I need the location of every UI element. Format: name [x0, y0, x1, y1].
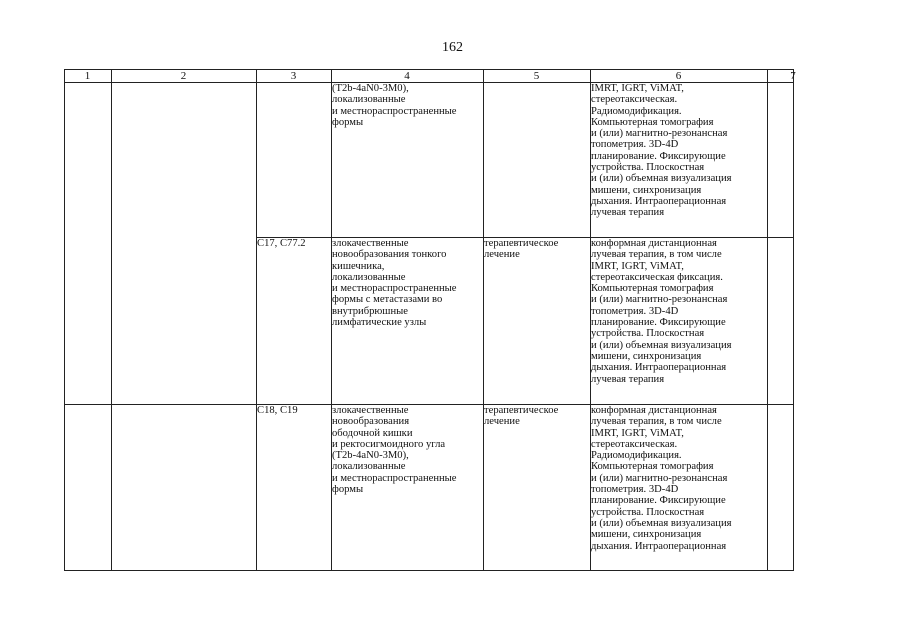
column-header: 1 [84, 70, 91, 82]
treatment-type-cell: терапевтическое лечение [484, 405, 559, 428]
diagnosis-cell: злокачественные новообразования тонкого кишечника, локализованные и местнораспространенные формы с метастазами во внутрибрюшные лимфатические узлы [332, 238, 457, 329]
code-cell: C18, C19 [257, 405, 298, 416]
column-header: 7 [790, 70, 796, 82]
column-border [256, 69, 257, 571]
column-header: 6 [675, 70, 682, 82]
diagnosis-cell: (T2b-4aN0-3M0), локализованные и местнораспространенные формы [332, 83, 457, 128]
table-bottom-border [64, 570, 794, 571]
column-header: 2 [180, 70, 187, 82]
page-number: 162 [442, 40, 463, 55]
treatment-type-cell: терапевтическое лечение [484, 238, 559, 261]
column-header: 3 [290, 70, 297, 82]
column-border [793, 69, 794, 571]
column-border [767, 69, 768, 571]
column-header: 5 [533, 70, 540, 82]
code-cell: C17, C77.2 [257, 238, 306, 249]
column-header: 4 [404, 70, 410, 82]
column-border [483, 69, 484, 571]
diagnosis-cell: злокачественные новообразования ободочной кишки и ректосигмоидного угла (T2b-4aN0-3M0), локализованные и местнораспространенные формы [332, 405, 457, 496]
method-cell: IMRT, IGRT, ViMAT, стереотаксическая. Радиомодификация. Компьютерная томография и (или) магнитно-резонансная топометрия. 3D-4D планирование. Фиксирующие устройства. Плоскостная и (или) объемная визуализация мишени, синхронизация дыхания. Интраоперационная лучевая терапия [591, 83, 732, 219]
method-cell: конформная дистанционная лучевая терапия, в том числе IMRT, IGRT, ViMAT, стереотаксическая фиксация. Компьютерная томография и (или) магнитно-резонансная топометрия. 3D-4D планирование. Фиксирующие устройства. Плоскостная и (или) объемная визуализация мишени, синхронизация дыхания. Интраоперационная лучевая терапия [591, 238, 732, 385]
method-cell: конформная дистанционная лучевая терапия, в том числе IMRT, IGRT, ViMAT, стереотаксическая. Радиомодификация. Компьютерная томография и (или) магнитно-резонансная топометрия. 3D-4D планирование. Фиксирующие устройства. Плоскостная и (или) объемная визуализация мишени, синхронизация дыхания. Интраоперационная [591, 405, 732, 552]
column-border [64, 69, 65, 571]
column-border [111, 69, 112, 571]
